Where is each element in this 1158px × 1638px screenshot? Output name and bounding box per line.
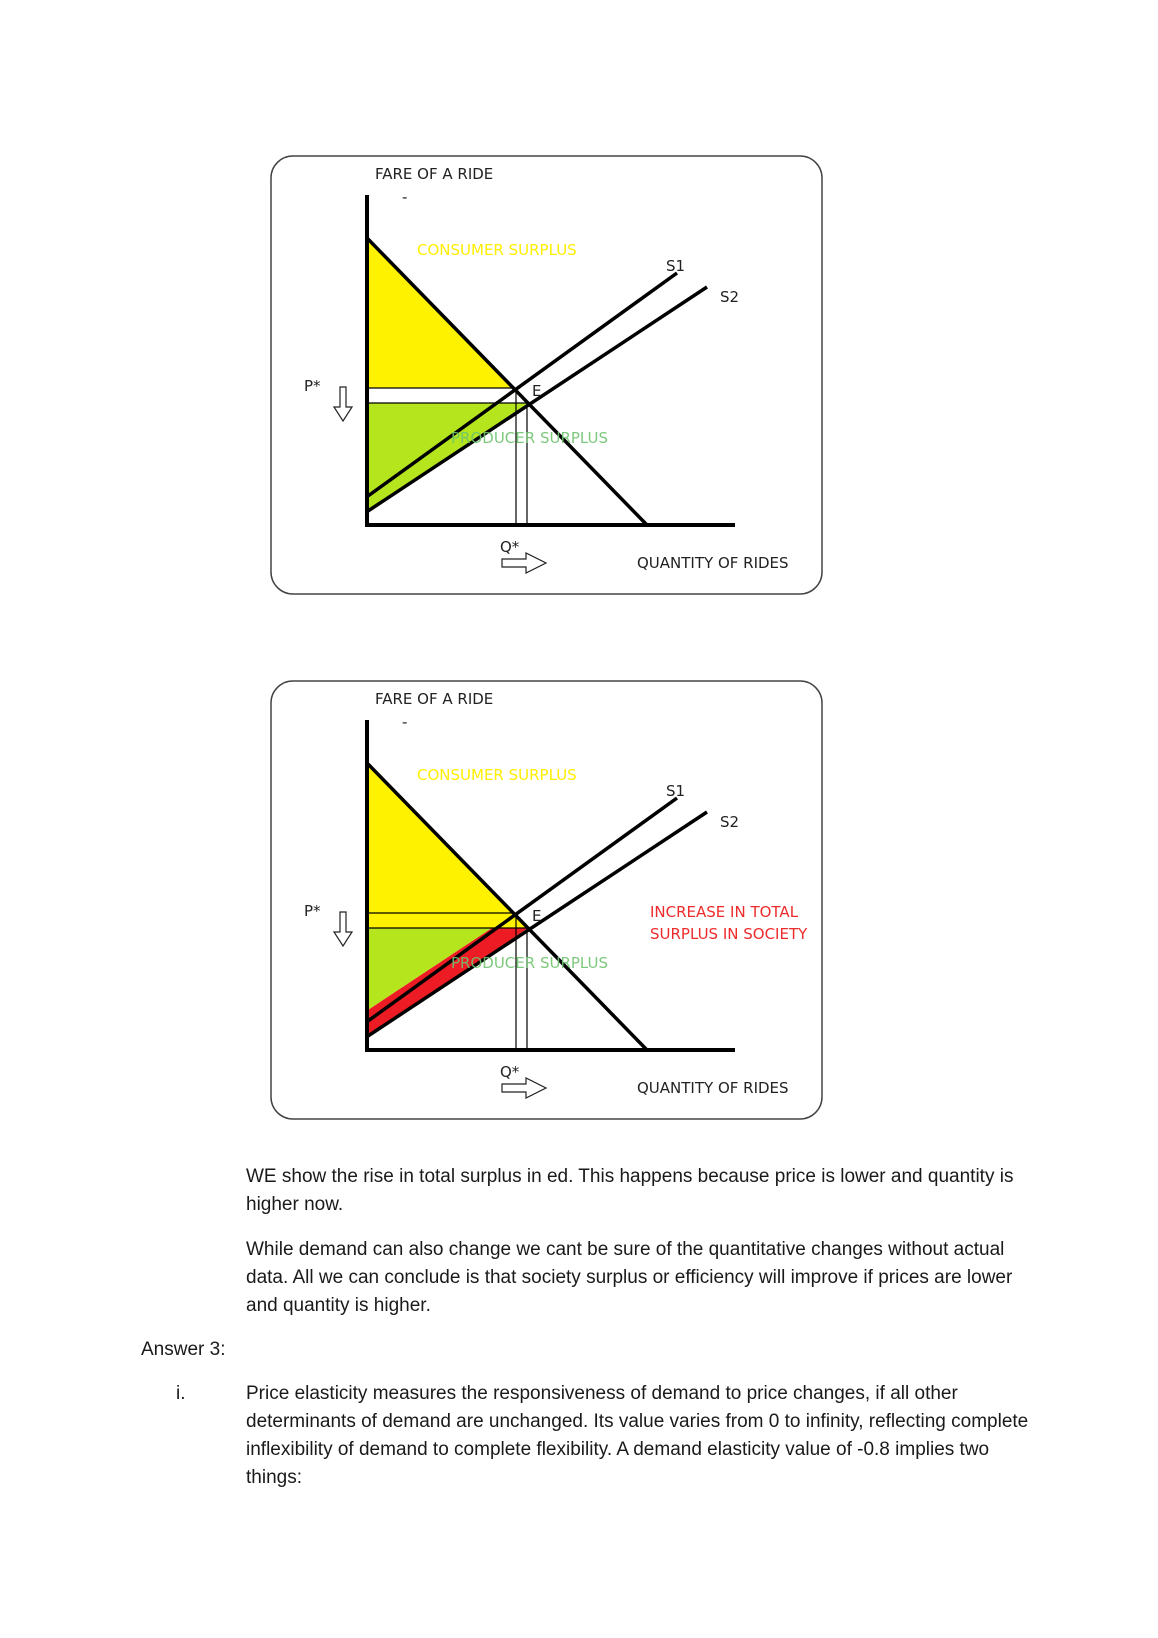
consumer-surplus-strip [368,913,528,928]
paragraph-price-elasticity: Price elasticity measures the responsiveness of demand to price changes, if all other determinants of demand are unchanged. Its value varies from 0 to infinity, reflecting complete inflexibility of demand to complete flexibility. A demand elasticity value of -0.8 implies two things: [246,1383,1029,1488]
consumer-surplus-label: CONSUMER SURPLUS [417,766,577,784]
x-axis-label: QUANTITY OF RIDES [637,1079,789,1097]
increase-label-line1: INCREASE IN TOTAL [650,903,799,921]
consumer-surplus-label: CONSUMER SURPLUS [417,241,577,259]
diagram-frame [271,156,822,594]
s2-label: S2 [720,813,740,831]
paragraph-surplus-rise: WE show the rise in total surplus in ed. This happens because price is lower and quantity is higher now. [246,1166,1014,1215]
paragraph-demand-change: While demand can also change we cant be sure of the quantitative changes without actual data. All we can conclude is that society surplus or efficiency will improve if prices are lower and quantity is higher. [246,1239,1013,1316]
y-axis-label: FARE OF A RIDE [375,165,494,183]
producer-surplus-label: PRODUCER SURPLUS [451,429,609,447]
diagram-2-canvas [270,680,823,1120]
s2-label: S2 [720,288,740,306]
diagram-frame [271,681,822,1119]
p-star-label: P* [304,902,321,920]
y-axis-dash: - [402,188,408,206]
diagram-1-canvas [270,155,823,595]
y-axis-dash: - [402,713,408,731]
equilibrium-label: E [532,907,542,925]
s1-label: S1 [666,782,686,800]
equilibrium-label: E [532,382,542,400]
s1-label: S1 [666,257,686,275]
y-axis-label: FARE OF A RIDE [375,690,494,708]
increase-label-line2: SURPLUS IN SOCIETY [650,925,808,943]
x-axis-label: QUANTITY OF RIDES [637,554,789,572]
supply-demand-diagram-2 [270,680,823,1120]
list-marker: i. [176,1383,186,1404]
q-star-label: Q* [500,1063,520,1081]
producer-surplus-label: PRODUCER SURPLUS [451,954,609,972]
p-star-label: P* [304,377,321,395]
supply-demand-diagram-1 [270,155,823,595]
answer-heading: Answer 3: [141,1339,226,1360]
q-star-label: Q* [500,538,520,556]
